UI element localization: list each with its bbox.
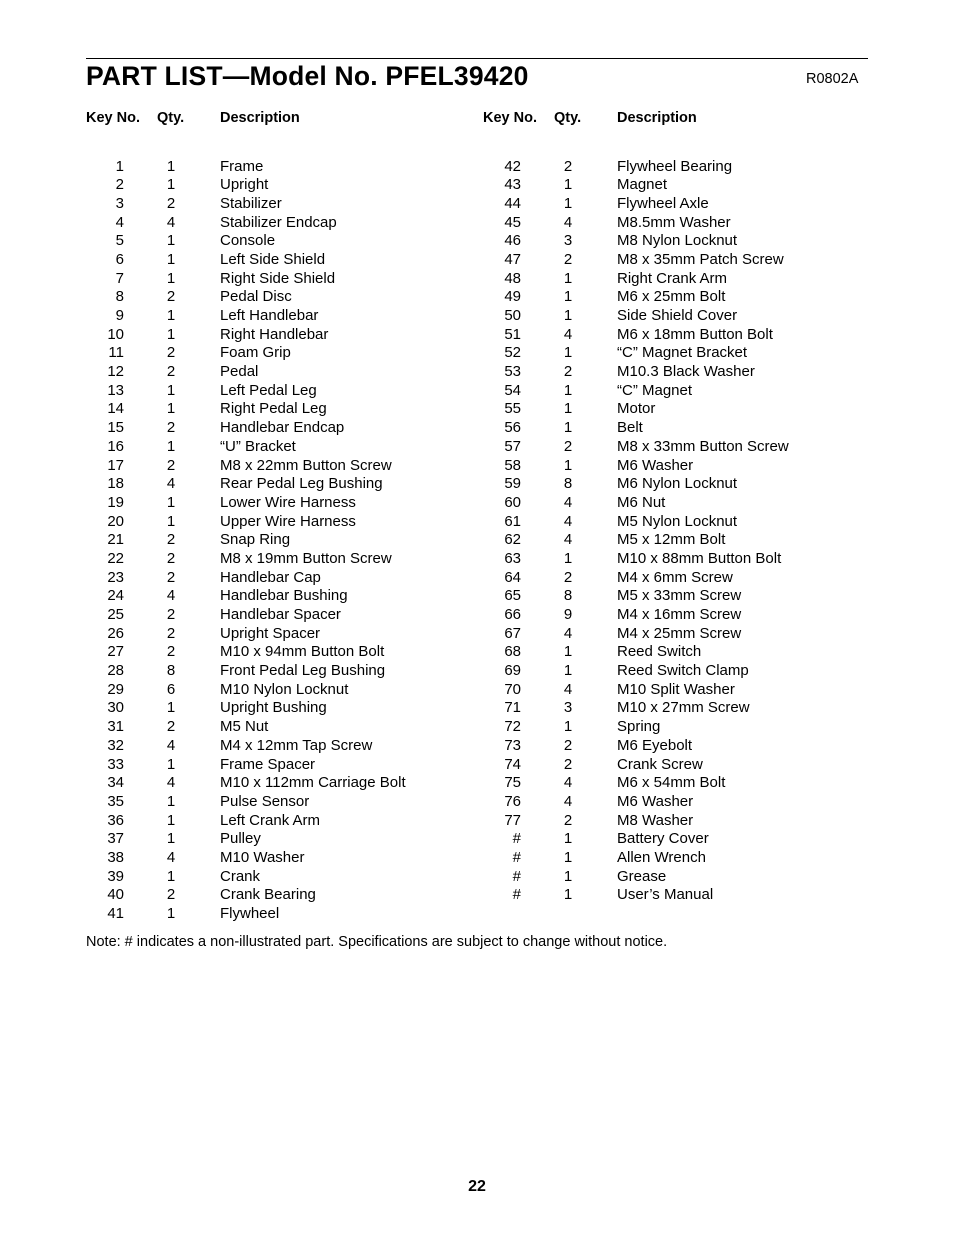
part-description: Upright Bushing [220, 699, 327, 717]
part-description: Upper Wire Harness [220, 512, 356, 530]
part-quantity: 4 [563, 493, 573, 511]
part-key-number: # [512, 886, 521, 904]
part-key-number: 49 [504, 288, 521, 306]
part-description: Right Pedal Leg [220, 400, 327, 418]
part-description: Stabilizer Endcap [220, 213, 337, 231]
part-description: M8 Nylon Locknut [617, 232, 738, 250]
part-key-number: 4 [115, 213, 124, 231]
part-quantity: 2 [166, 344, 176, 362]
part-quantity: 1 [563, 456, 573, 474]
part-description: Foam Grip [220, 344, 291, 362]
part-description: M10 Nylon Locknut [220, 680, 349, 698]
part-key-number: 21 [107, 531, 124, 549]
header-qty: Qty. [157, 110, 185, 126]
part-quantity: 4 [166, 213, 176, 231]
part-description: Console [220, 232, 276, 250]
part-quantity: 1 [166, 755, 176, 773]
part-quantity: 8 [563, 587, 573, 605]
document-code: R0802A [806, 71, 859, 87]
part-description: M4 x 16mm Screw [617, 606, 742, 623]
part-quantity: 4 [563, 325, 573, 343]
part-key-number: 62 [504, 531, 521, 549]
part-key-number: 14 [107, 400, 124, 418]
part-description: Right Handlebar [220, 325, 329, 343]
part-key-number: 11 [108, 344, 124, 362]
part-quantity: 1 [563, 643, 573, 661]
part-description: Handlebar Bushing [220, 587, 348, 605]
part-quantity: 1 [563, 419, 573, 437]
part-quantity: 1 [166, 250, 176, 268]
part-quantity: 2 [166, 456, 176, 474]
part-quantity: 1 [166, 232, 176, 250]
part-description: Pulley [220, 830, 261, 848]
part-key-number: 7 [115, 269, 124, 287]
part-quantity: 9 [563, 606, 573, 623]
part-quantity: 2 [563, 811, 573, 829]
part-description: “C” Magnet [617, 381, 693, 399]
part-key-number: 76 [504, 792, 521, 810]
part-key-number: 35 [107, 792, 124, 810]
header-key-no: Key No. [483, 110, 537, 126]
part-quantity: 8 [166, 662, 176, 680]
part-description: Crank [220, 867, 261, 885]
part-key-number: 59 [504, 475, 521, 493]
part-description: Flywheel Axle [617, 194, 709, 212]
part-key-number: 18 [107, 475, 124, 493]
part-quantity: 4 [563, 213, 573, 231]
part-description: Reed Switch [617, 643, 702, 661]
header-rule [86, 58, 868, 59]
part-quantity: 1 [166, 792, 176, 810]
footnote: Note: # indicates a non-illustrated part. Specifications are subject to change without notice. [86, 934, 668, 950]
part-quantity: 2 [166, 363, 176, 381]
part-quantity: 2 [166, 624, 176, 642]
part-description: M6 x 25mm Bolt [617, 288, 726, 306]
part-quantity: 1 [166, 437, 176, 455]
part-quantity: 4 [166, 736, 176, 754]
header-description: Description [617, 110, 697, 126]
part-key-number: 9 [115, 307, 124, 324]
part-description: Crank Bearing [220, 886, 316, 904]
page-number: 22 [468, 1178, 486, 1195]
part-key-number: 13 [107, 381, 124, 399]
page-title: PART LIST—Model No. PFEL39420 [86, 61, 529, 91]
part-description: M6 Nut [617, 493, 666, 511]
part-key-number: 37 [107, 830, 124, 848]
part-quantity: 2 [563, 437, 573, 455]
part-description: Spring [617, 718, 661, 736]
part-quantity: 2 [166, 718, 176, 736]
part-key-number: 17 [107, 456, 124, 474]
part-key-number: 69 [504, 662, 521, 680]
part-quantity: 2 [563, 736, 573, 754]
part-quantity: 2 [563, 157, 573, 175]
part-description: Pedal [220, 363, 259, 381]
part-description: Front Pedal Leg Bushing [220, 662, 386, 680]
part-description: Handlebar Cap [220, 568, 321, 586]
part-description: M10 x 88mm Button Bolt [617, 549, 782, 567]
header-description: Description [220, 110, 300, 126]
part-quantity: 1 [563, 886, 573, 904]
part-description: Left Pedal Leg [220, 381, 317, 399]
part-description: Snap Ring [220, 531, 291, 549]
part-quantity: 2 [563, 568, 573, 586]
part-key-number: 41 [107, 905, 124, 922]
part-key-number: 3 [115, 194, 124, 212]
part-description: M10 Split Washer [617, 680, 735, 698]
part-description: M5 x 12mm Bolt [617, 531, 726, 549]
part-key-number: 1 [115, 157, 124, 175]
part-quantity: 4 [563, 792, 573, 810]
part-key-number: 29 [107, 680, 124, 698]
part-quantity: 1 [563, 662, 573, 680]
part-description: Side Shield Cover [617, 307, 738, 324]
part-key-number: 19 [107, 493, 124, 511]
part-quantity: 6 [166, 680, 176, 698]
part-key-number: 15 [107, 419, 124, 437]
part-key-number: 23 [107, 568, 124, 586]
part-key-number: 43 [504, 176, 521, 194]
part-quantity: 2 [166, 886, 176, 904]
part-quantity: 1 [563, 288, 573, 306]
part-quantity: 1 [166, 493, 176, 511]
part-key-number: 58 [504, 456, 521, 474]
part-key-number: 52 [504, 344, 521, 362]
part-key-number: 8 [115, 288, 124, 306]
part-description: Right Side Shield [220, 269, 336, 287]
part-description: M10 x 94mm Button Bolt [220, 643, 385, 661]
part-quantity: 1 [563, 176, 573, 194]
part-description: M10 Washer [220, 848, 305, 866]
part-quantity: 3 [563, 232, 573, 250]
part-quantity: 2 [166, 643, 176, 661]
part-description: M6 Washer [617, 456, 694, 474]
part-key-number: 30 [107, 699, 124, 717]
part-description: “U” Bracket [220, 437, 296, 455]
part-description: M8 x 22mm Button Screw [220, 456, 392, 474]
part-description: Allen Wrench [617, 848, 706, 866]
part-quantity: 4 [563, 531, 573, 549]
part-description: M10 x 27mm Screw [617, 699, 750, 717]
part-quantity: 4 [166, 475, 176, 493]
part-description: Grease [617, 867, 667, 885]
part-quantity: 8 [563, 475, 573, 493]
part-key-number: 42 [504, 157, 521, 175]
part-quantity: 4 [563, 680, 573, 698]
part-description: Flywheel [220, 905, 280, 922]
part-key-number: 22 [107, 549, 124, 567]
part-key-number: 66 [504, 606, 521, 623]
part-description: M6 x 54mm Bolt [617, 774, 726, 792]
part-key-number: 26 [107, 624, 124, 642]
part-quantity: 1 [563, 344, 573, 362]
part-description: Reed Switch Clamp [617, 662, 749, 680]
part-key-number: 75 [504, 774, 521, 792]
part-quantity: 1 [563, 718, 573, 736]
part-key-number: 64 [504, 568, 521, 586]
part-description: M10 x 112mm Carriage Bolt [220, 774, 406, 792]
part-key-number: 24 [107, 587, 124, 605]
part-key-number: 50 [504, 307, 521, 324]
part-description: Rear Pedal Leg Bushing [220, 475, 383, 493]
part-description: M5 x 33mm Screw [617, 587, 742, 605]
part-quantity: 4 [563, 774, 573, 792]
header-key-no: Key No. [86, 110, 140, 126]
part-key-number: 48 [504, 269, 521, 287]
part-description: Handlebar Endcap [220, 419, 345, 437]
part-description: Frame Spacer [220, 755, 316, 773]
part-description: “C” Magnet Bracket [617, 344, 748, 362]
part-description: Belt [617, 419, 643, 437]
part-description: Left Crank Arm [220, 811, 321, 829]
part-quantity: 1 [166, 176, 176, 194]
part-description: Magnet [617, 176, 668, 194]
part-description: M4 x 6mm Screw [617, 568, 733, 586]
part-key-number: 2 [115, 176, 124, 194]
part-quantity: 2 [166, 194, 176, 212]
part-quantity: 2 [166, 531, 176, 549]
part-quantity: 2 [563, 755, 573, 773]
part-description: M6 Eyebolt [617, 736, 693, 754]
part-description: Handlebar Spacer [220, 606, 341, 623]
part-description: M6 Nylon Locknut [617, 475, 738, 493]
part-key-number: # [512, 848, 521, 866]
part-key-number: # [512, 830, 521, 848]
part-quantity: 1 [563, 549, 573, 567]
part-key-number: 32 [107, 736, 124, 754]
part-quantity: 3 [563, 699, 573, 717]
part-key-number: 55 [504, 400, 521, 418]
part-description: Flywheel Bearing [617, 157, 733, 175]
part-quantity: 4 [166, 848, 176, 866]
part-description: M4 x 25mm Screw [617, 624, 742, 642]
part-quantity: 1 [563, 381, 573, 399]
part-quantity: 1 [563, 400, 573, 418]
part-quantity: 1 [563, 194, 573, 212]
part-quantity: 1 [166, 811, 176, 829]
part-description: M6 Washer [617, 792, 694, 810]
part-key-number: 46 [504, 232, 521, 250]
part-quantity: 1 [166, 830, 176, 848]
part-quantity: 4 [563, 512, 573, 530]
part-quantity: 1 [563, 830, 573, 848]
part-quantity: 1 [166, 512, 176, 530]
part-quantity: 1 [166, 325, 176, 343]
part-key-number: 71 [504, 699, 521, 717]
part-key-number: 44 [504, 194, 521, 212]
part-quantity: 4 [166, 587, 176, 605]
part-key-number: 61 [504, 512, 521, 530]
part-quantity: 1 [563, 269, 573, 287]
part-description: Frame [220, 157, 264, 175]
part-key-number: 51 [504, 325, 521, 343]
part-key-number: 47 [504, 250, 521, 268]
part-quantity: 2 [166, 288, 176, 306]
part-description: M5 Nut [220, 718, 269, 736]
part-description: M8 x 33mm Button Screw [617, 437, 789, 455]
part-key-number: 63 [504, 549, 521, 567]
part-quantity: 1 [563, 307, 573, 324]
part-quantity: 2 [563, 363, 573, 381]
part-key-number: 54 [504, 381, 521, 399]
part-key-number: 60 [504, 493, 521, 511]
part-description: Right Crank Arm [617, 269, 728, 287]
part-description: M4 x 12mm Tap Screw [220, 736, 373, 754]
part-quantity: 1 [166, 699, 176, 717]
part-key-number: 28 [107, 662, 124, 680]
part-description: Left Side Shield [220, 250, 326, 268]
part-key-number: 67 [504, 624, 521, 642]
part-description: M6 x 18mm Button Bolt [617, 325, 773, 343]
part-description: Motor [617, 400, 656, 418]
part-quantity: 2 [166, 549, 176, 567]
part-description: Crank Screw [617, 755, 703, 773]
part-quantity: 1 [166, 867, 176, 885]
part-description: M8 Washer [617, 811, 694, 829]
part-description: M8.5mm Washer [617, 213, 731, 231]
part-quantity: 1 [166, 905, 176, 922]
part-quantity: 1 [166, 381, 176, 399]
part-key-number: 39 [107, 867, 124, 885]
part-key-number: 45 [504, 213, 521, 231]
part-key-number: 34 [107, 774, 124, 792]
part-key-number: 33 [107, 755, 124, 773]
part-key-number: 74 [504, 755, 521, 773]
part-quantity: 1 [166, 400, 176, 418]
part-description: Upright Spacer [220, 624, 321, 642]
part-quantity: 1 [563, 848, 573, 866]
part-key-number: 77 [504, 811, 521, 829]
part-quantity: 2 [166, 419, 176, 437]
part-description: M10.3 Black Washer [617, 363, 755, 381]
part-key-number: 65 [504, 587, 521, 605]
part-description: Stabilizer [220, 194, 282, 212]
header-qty: Qty. [554, 110, 582, 126]
part-description: M8 x 35mm Patch Screw [617, 250, 784, 268]
part-description: Battery Cover [617, 830, 709, 848]
part-key-number: 40 [107, 886, 124, 904]
part-key-number: 12 [107, 363, 124, 381]
part-description: Upright [220, 176, 269, 194]
part-key-number: 36 [107, 811, 124, 829]
part-key-number: 70 [504, 680, 521, 698]
part-key-number: 10 [107, 325, 124, 343]
part-quantity: 4 [166, 774, 176, 792]
part-key-number: 68 [504, 643, 521, 661]
part-key-number: 72 [504, 718, 521, 736]
part-quantity: 4 [563, 624, 573, 642]
part-key-number: 31 [107, 718, 124, 736]
part-description: User’s Manual [617, 886, 714, 904]
part-key-number: 5 [115, 232, 124, 250]
part-quantity: 1 [166, 269, 176, 287]
part-quantity: 1 [166, 307, 176, 324]
part-key-number: 73 [504, 736, 521, 754]
part-description: Pulse Sensor [220, 792, 310, 810]
part-quantity: 1 [563, 867, 573, 885]
part-quantity: 2 [166, 568, 176, 586]
part-key-number: 57 [504, 437, 521, 455]
part-quantity: 2 [563, 250, 573, 268]
part-description: M8 x 19mm Button Screw [220, 549, 392, 567]
part-key-number: 53 [504, 363, 521, 381]
part-quantity: 2 [166, 606, 176, 623]
part-key-number: 27 [107, 643, 124, 661]
part-description: M5 Nylon Locknut [617, 512, 738, 530]
part-description: Lower Wire Harness [220, 493, 356, 511]
part-description: Left Handlebar [220, 307, 319, 324]
part-description: Pedal Disc [220, 288, 292, 306]
part-key-number: 56 [504, 419, 521, 437]
part-quantity: 1 [166, 157, 176, 175]
part-key-number: 25 [107, 606, 124, 623]
part-key-number: # [512, 867, 521, 885]
part-key-number: 16 [107, 437, 124, 455]
part-key-number: 38 [107, 848, 124, 866]
part-key-number: 6 [115, 250, 124, 268]
part-key-number: 20 [107, 512, 124, 530]
